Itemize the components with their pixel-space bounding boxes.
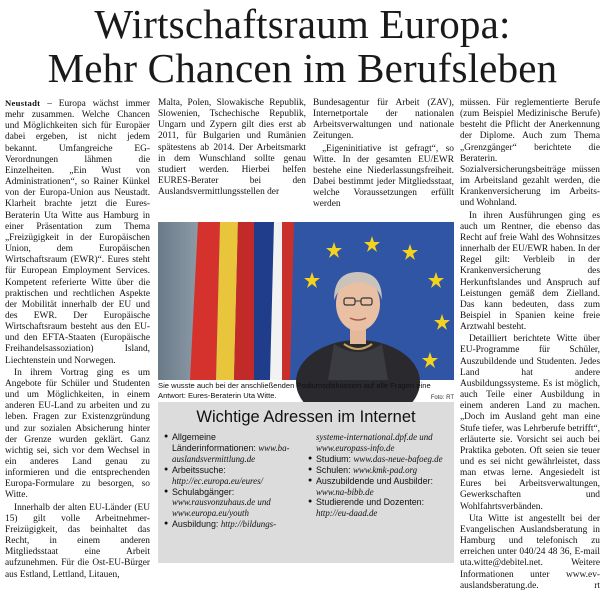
article-text: Uta Witte ist angestellt bei der Evangelischen Auslandsberatung in Hamburg und telefonisch zu erreichen unter 040/24 48 36, E-mail uta.witte@debitel.net. Weitere Informationen unter www.ev-auslandsberatung.de. [460,513,600,591]
address-label: Arbeitssuche: [172,464,226,475]
address-label: Ausbildung: [172,519,219,530]
article-column-3 [313,98,454,221]
article-paragraph: müssen. Für reglementierte Berufe (zum Beispiel Medizinische Berufe) besteht die Pflicht der Anerkennung der Diplome. Auch zum Thema „Grenzgänger“ berichtete die Beraterin. Sozialversicherungsbeiträge müssen im Arbeitsland gezahlt werden, die Krankenversicherung im Arbeits- und Wohnland. [460,98,600,209]
info-box [158,402,454,563]
article-text: – Europa wächst immer mehr zusammen. Welche Chancen und Möglichkeiten sich für Europäer dabei ergeben, ist nicht jedem bekannt. Umfangreiche EG-Verordnungen lähmen die Einzelheiten. „Ein Wust von Administrationen“, so Rainer Künkel von der Europa-Union aus Neustadt. Klarheit brachte jetzt die Eures-Beraterin Uta Witte aus Hamburg in einer Präsentation zum Thema „Freizügigkeit in der Europäischen Union, dem Europäischen Wirtschaftsraum (EWR)“. Eures steht für European Employment Services. Kompetent referierte Witte über die praktischen und rechtlichen Aspekte der Mobilität innerhalb der EU und des EWR. Der Europäische Wirtschaftsraum besteht aus den EU- und den EFTA-Staaten (Europäische Freihandelsassoziation) Island, Liechtenstein und Norwegen. [5,99,150,366]
address-label: Allgemeine Länderinformationen: [172,432,256,453]
address-item [164,519,302,530]
address-url: www.ba-auslandsvermittlung.de [172,442,290,464]
address-label: Schulabgänger: [172,486,235,497]
address-item [308,497,450,519]
article-paragraph: „Eigeninitiative ist gefragt“, so Witte. In der gesamten EU/EWR bestehe eine Niederlassungsfreiheit. Dabei bestimmt jeder Mitgliedsstaat, welche Voraussetzungen erfüllt werden [313,143,454,210]
photo-credit: Foto: RT [430,395,454,401]
article-paragraph: Bundesagentur für Arbeit (ZAV), Internetportale der nationalen Arbeitsverwaltungen und nationale Zeitungen. [313,98,454,142]
article-paragraph: In ihrem Vortrag ging es um Angebote für Schüler und Studenten und um Möglichkeiten, in einem anderen EU-Land zu arbeiten und zu leben. Fragen zur Existenzgründung und zur sozialen Absicherung hinter der Grenze wurden geklärt. Ganz wichtig sei, sich vor dem Wechsel in ein anderes Land genau zu informieren und die entsprechenden Europa-Formulare zu besorgen, so Witte. [5,367,150,501]
article-photo [158,222,454,380]
article-paragraph: Detailliert berichtete Witte über EU-Programme für Schüler, Auszubildende und Studenten. Jedes Land hat andere Ausbildungssysteme. Es ist möglich, auch Teile einer Ausbildung in einem anderen Land zu machen. „Doch im Ausland geht man eine Stufe tiefer, was Lehrberufe betrifft“, erläuterte sie. Vorsicht sei auch bei Praktika geboten. Oft seien sie teuer und es sei nicht gewährleistet, dass man etwas lerne. Angesiedelt ist Eures bei Arbeitsverwaltungen, Gewerkschaften und Wohlfahrtsverbänden. [460,334,600,512]
dateline-place: Neustadt [5,98,41,108]
address-item [164,465,302,487]
headline [0,2,605,90]
article-paragraph [5,98,150,367]
address-url: http://eu-daad.de [316,508,378,519]
article-paragraph: Malta, Polen, Slowakische Republik, Slowenien, Tschechische Republik, Ungarn und Zypern gilt dies erst ab 2011, für Bulgarien und Rumänien spätestens ab 2014. Der Arbeitsmarkt in dem Wunschland sollte genau studiert werden. Hierbei helfen EURES-Berater bei den Auslandsvermittlungsstellen der [158,98,306,198]
info-box-column-right [308,432,450,519]
headline-line-2: Mehr Chancen im Berufsleben [47,45,558,91]
address-url: www.das-neue-bafoeg.de [353,453,443,464]
article-paragraph [460,514,600,592]
address-url: www.na-bibb.de [316,486,374,497]
article-column-1 [5,98,150,580]
photo-caption [158,381,454,403]
address-label: Studierende und Dozenten: [316,497,425,508]
address-item [308,476,450,498]
address-label: Schulen: [316,464,351,475]
address-item [164,432,302,465]
address-item [308,432,450,454]
article-column-2 [158,98,306,221]
address-item [308,454,450,465]
address-label: Studium: [316,453,352,464]
address-url: http://ec.europa.eu/eures/ [172,475,264,486]
info-box-column-left [164,432,302,530]
author-sign: rt [594,580,600,591]
article-paragraph: In ihren Ausführungen ging es auch um Rentner, die ebenso das Recht auf freie Wahl des Wohnsitzes innerhalb der EU/EWR haben. In der Regel gilt: Verbleib in der Krankenversicherung des Herkunftslandes und Anspruch auf Leistungen gemäß dem Zielland. Das kann bedeuten, dass zum Beispiel in Spanien keine freie Arztwahl besteht. [460,210,600,333]
address-item [308,465,450,476]
address-url: www.kmk-pad.org [353,464,418,475]
article-column-4 [460,98,600,591]
info-box-title: Wichtige Adressen im Internet [196,408,416,426]
address-item [164,487,302,520]
address-url: www.rausvonzuhaus.de und www.europa.eu/youth [172,497,271,519]
headline-line-1: Wirtschaftsraum Europa: [94,1,511,47]
address-url: http://bildungs- [220,519,277,530]
article-paragraph: Innerhalb der alten EU-Länder (EU 15) gilt volle Arbeitnehmer-Freizügigkeit, das beinhaltet das Recht, in einem anderen Mitgliedsstaat eine Arbeit aufzunehmen. Für die Ost-EU-Bürger aus Estland, Lettland, Litauen, [5,502,150,580]
caption-text: Sie wusste auch bei der anschließenden Podiumsdiskussion auf alle Fragen eine Antwort: Eures-Beraterin Uta Witte. [158,381,431,400]
photo-illustration [158,222,454,380]
address-label: Auszubildende und Ausbilder: [316,475,433,486]
address-url: systeme-international.dpf.de und www.europass-info.de [316,432,433,453]
